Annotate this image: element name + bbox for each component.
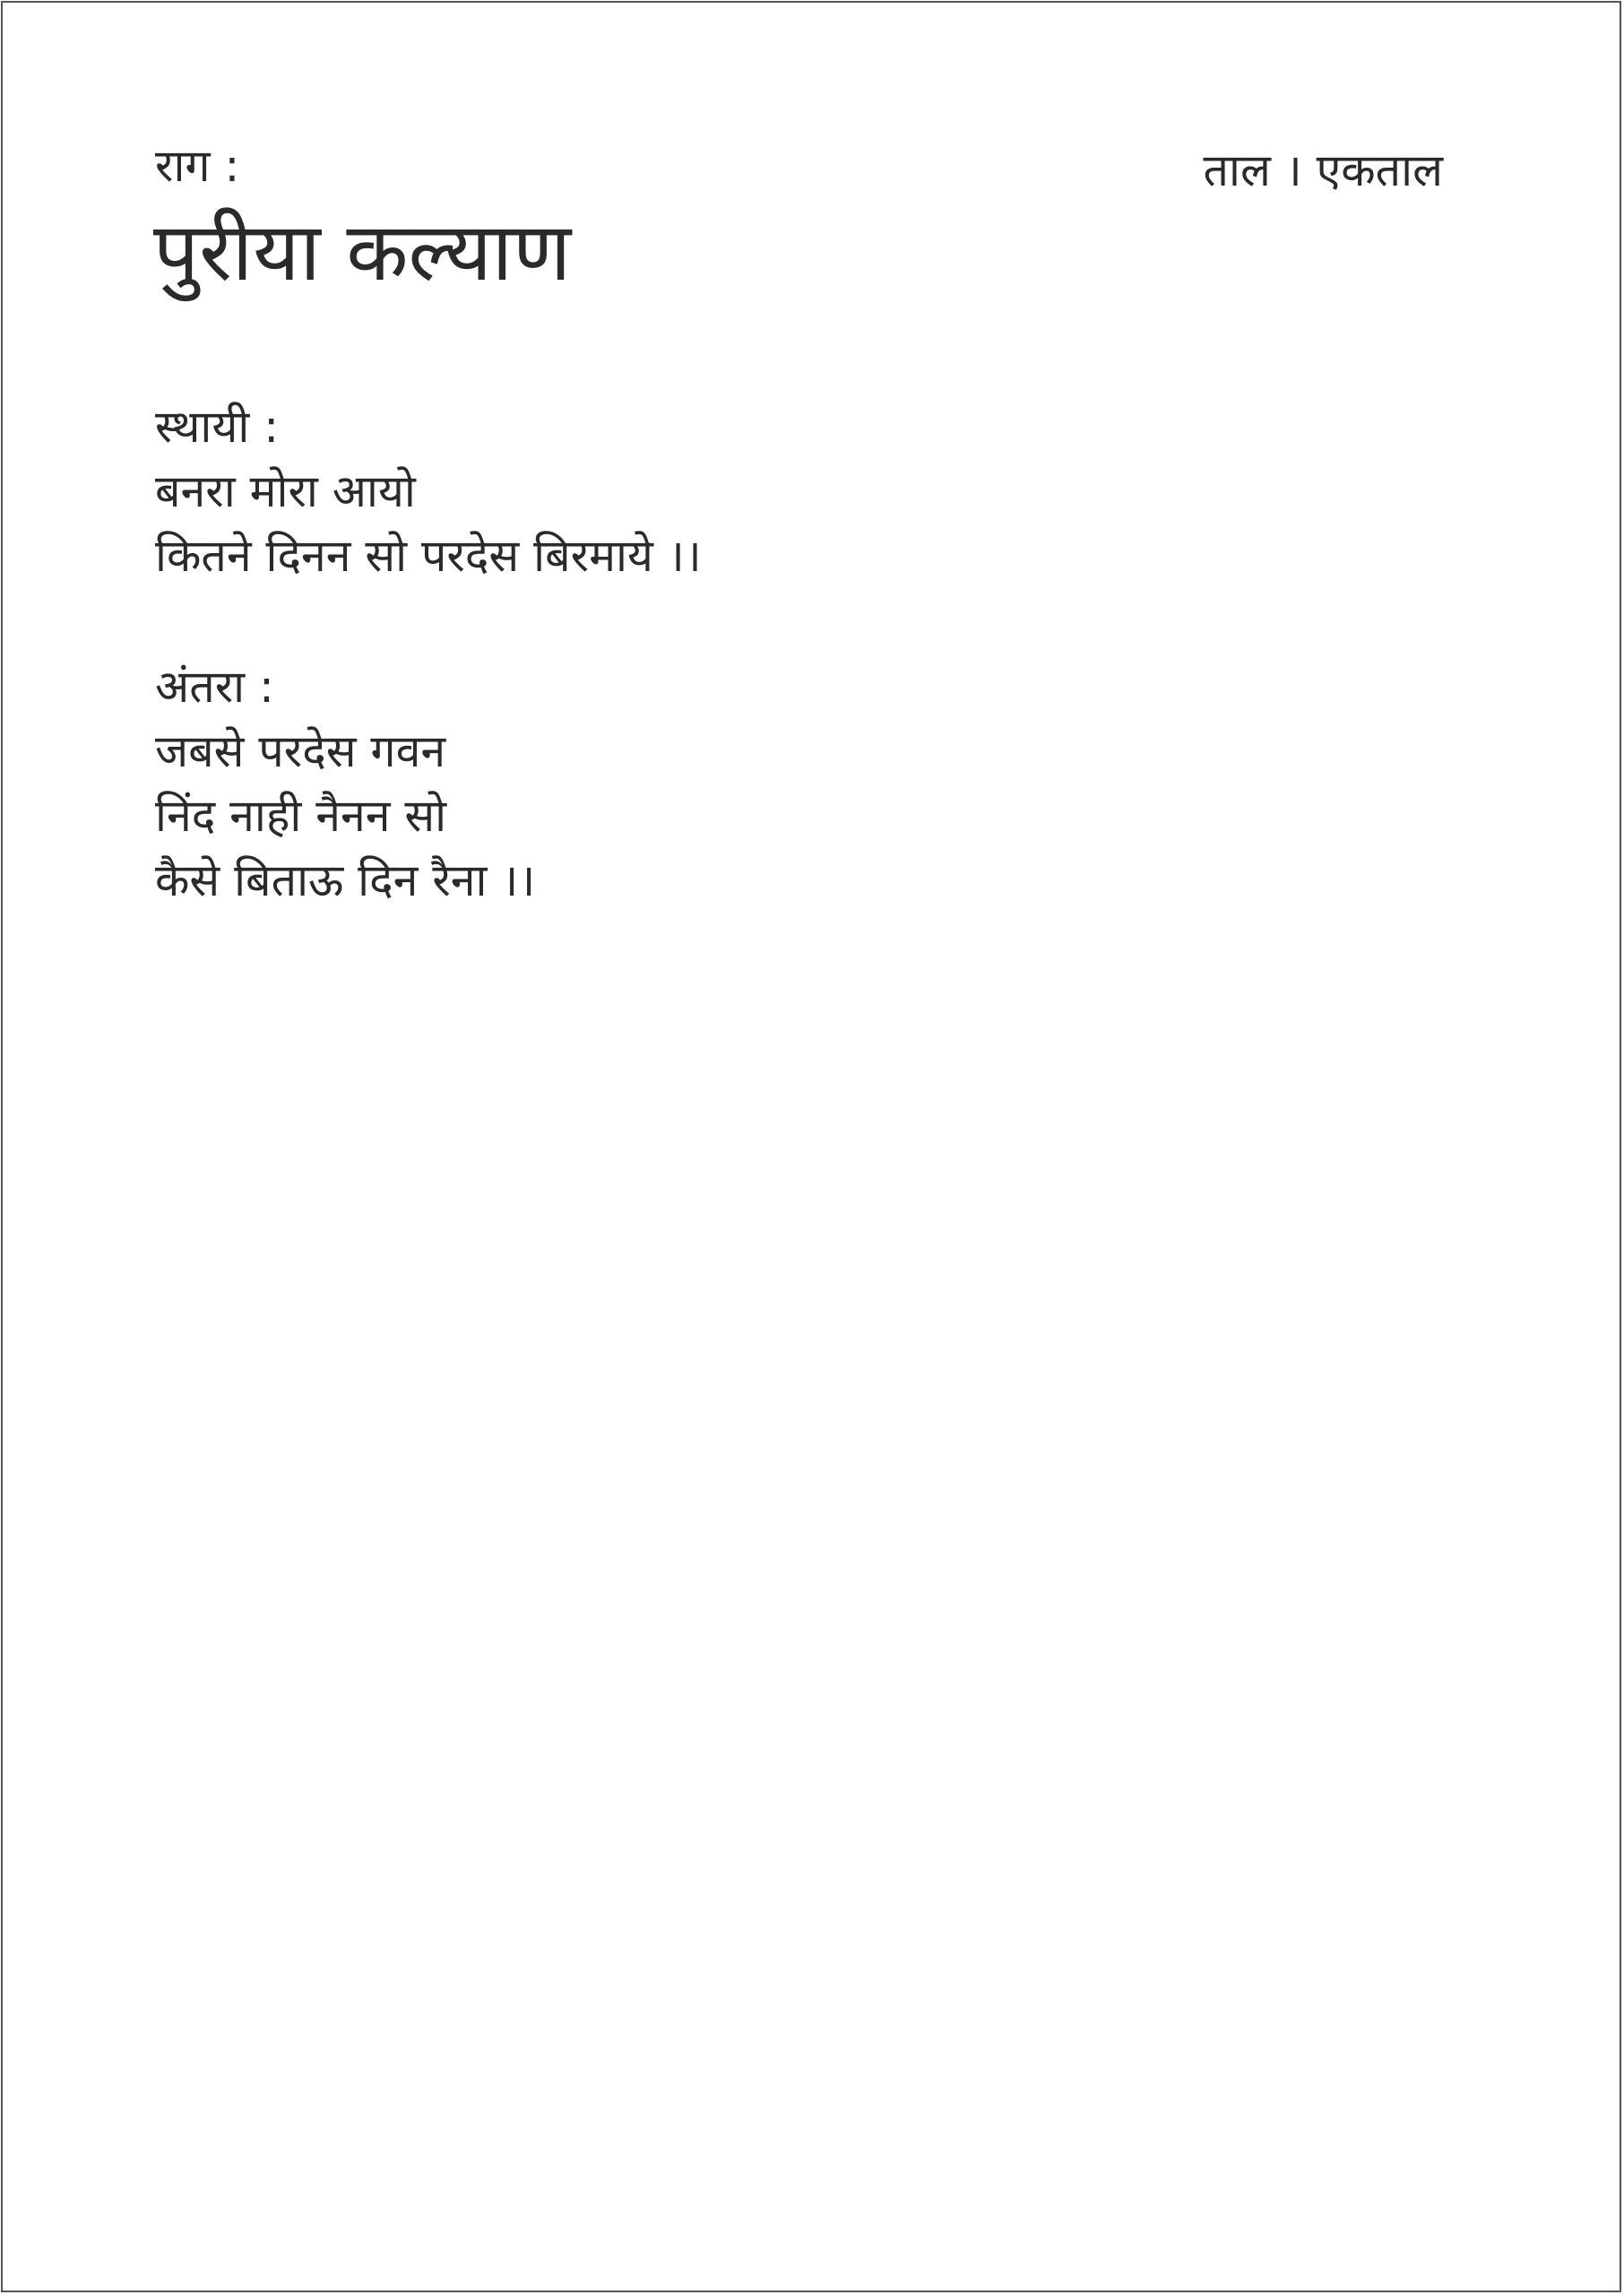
antara-line-3: कैसे बिताऊ दिन रैना ।। <box>155 854 536 906</box>
sthayi-section <box>155 394 702 588</box>
sthayi-label: स्थायी : <box>155 401 280 453</box>
antara-line-2: निंद नाही नैनन सो <box>155 790 447 842</box>
raag-name-title: पुरीया कल्याण <box>153 205 572 299</box>
sthayi-line-1: बनरा मोरा आयो <box>155 465 416 517</box>
raag-label: राग : <box>155 140 240 192</box>
antara-label: अंतरा : <box>155 661 274 713</box>
sthayi-line-2: कितने दिनन सो परदेस बिरमाये ।। <box>155 530 702 582</box>
page-border <box>1 1 1621 2292</box>
antara-line-1: जबसे परदेस गवन <box>155 725 446 777</box>
antara-section <box>155 654 535 913</box>
taal-label: ताल । एकताल <box>1203 144 1443 196</box>
